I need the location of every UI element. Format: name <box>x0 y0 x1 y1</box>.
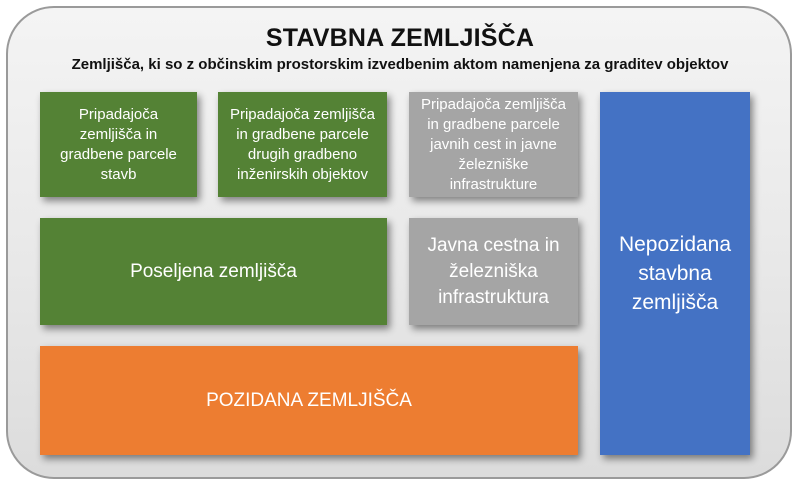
box-javna-infrastruktura-label: Javna cestna in železniška infrastruktura <box>427 234 560 308</box>
box-pozidana-label: POZIDANA ZEMLJIŠČA <box>206 389 412 411</box>
box-pripadajoca-stavb-label: Pripadajoča zemljišča in gradbene parcele stavb <box>60 105 177 183</box>
box-javna-infrastruktura <box>409 218 578 325</box>
box-nepozidana <box>600 92 750 455</box>
box-nepozidana-label: Nepozidana stavbna zemljišča <box>618 233 732 314</box>
box-poseljena-label: Poseljena zemljišča <box>130 260 297 282</box>
box-pripadajoca-gio-label: Pripadajoča zemljišča in gradbene parcele drugih gradbeno inženirskih objektov <box>229 105 376 183</box>
box-poseljena <box>40 218 387 325</box>
diagram-title: STAVBNA ZEMLJIŠČA <box>265 24 535 52</box>
box-pripadajoca-javne <box>409 92 578 197</box>
box-pozidana <box>40 346 578 455</box>
diagram-subtitle: Zemljišča, ki so z občinskim prostorskim izvedbenim aktom namenjena za graditev objektov <box>71 56 729 73</box>
box-pripadajoca-javne-label: Pripadajoča zemljišča in gradbene parcele javnih cest in javne železniške infrastrukture <box>420 95 567 193</box>
box-pripadajoca-stavb <box>40 92 197 197</box>
box-pripadajoca-gio <box>218 92 387 197</box>
